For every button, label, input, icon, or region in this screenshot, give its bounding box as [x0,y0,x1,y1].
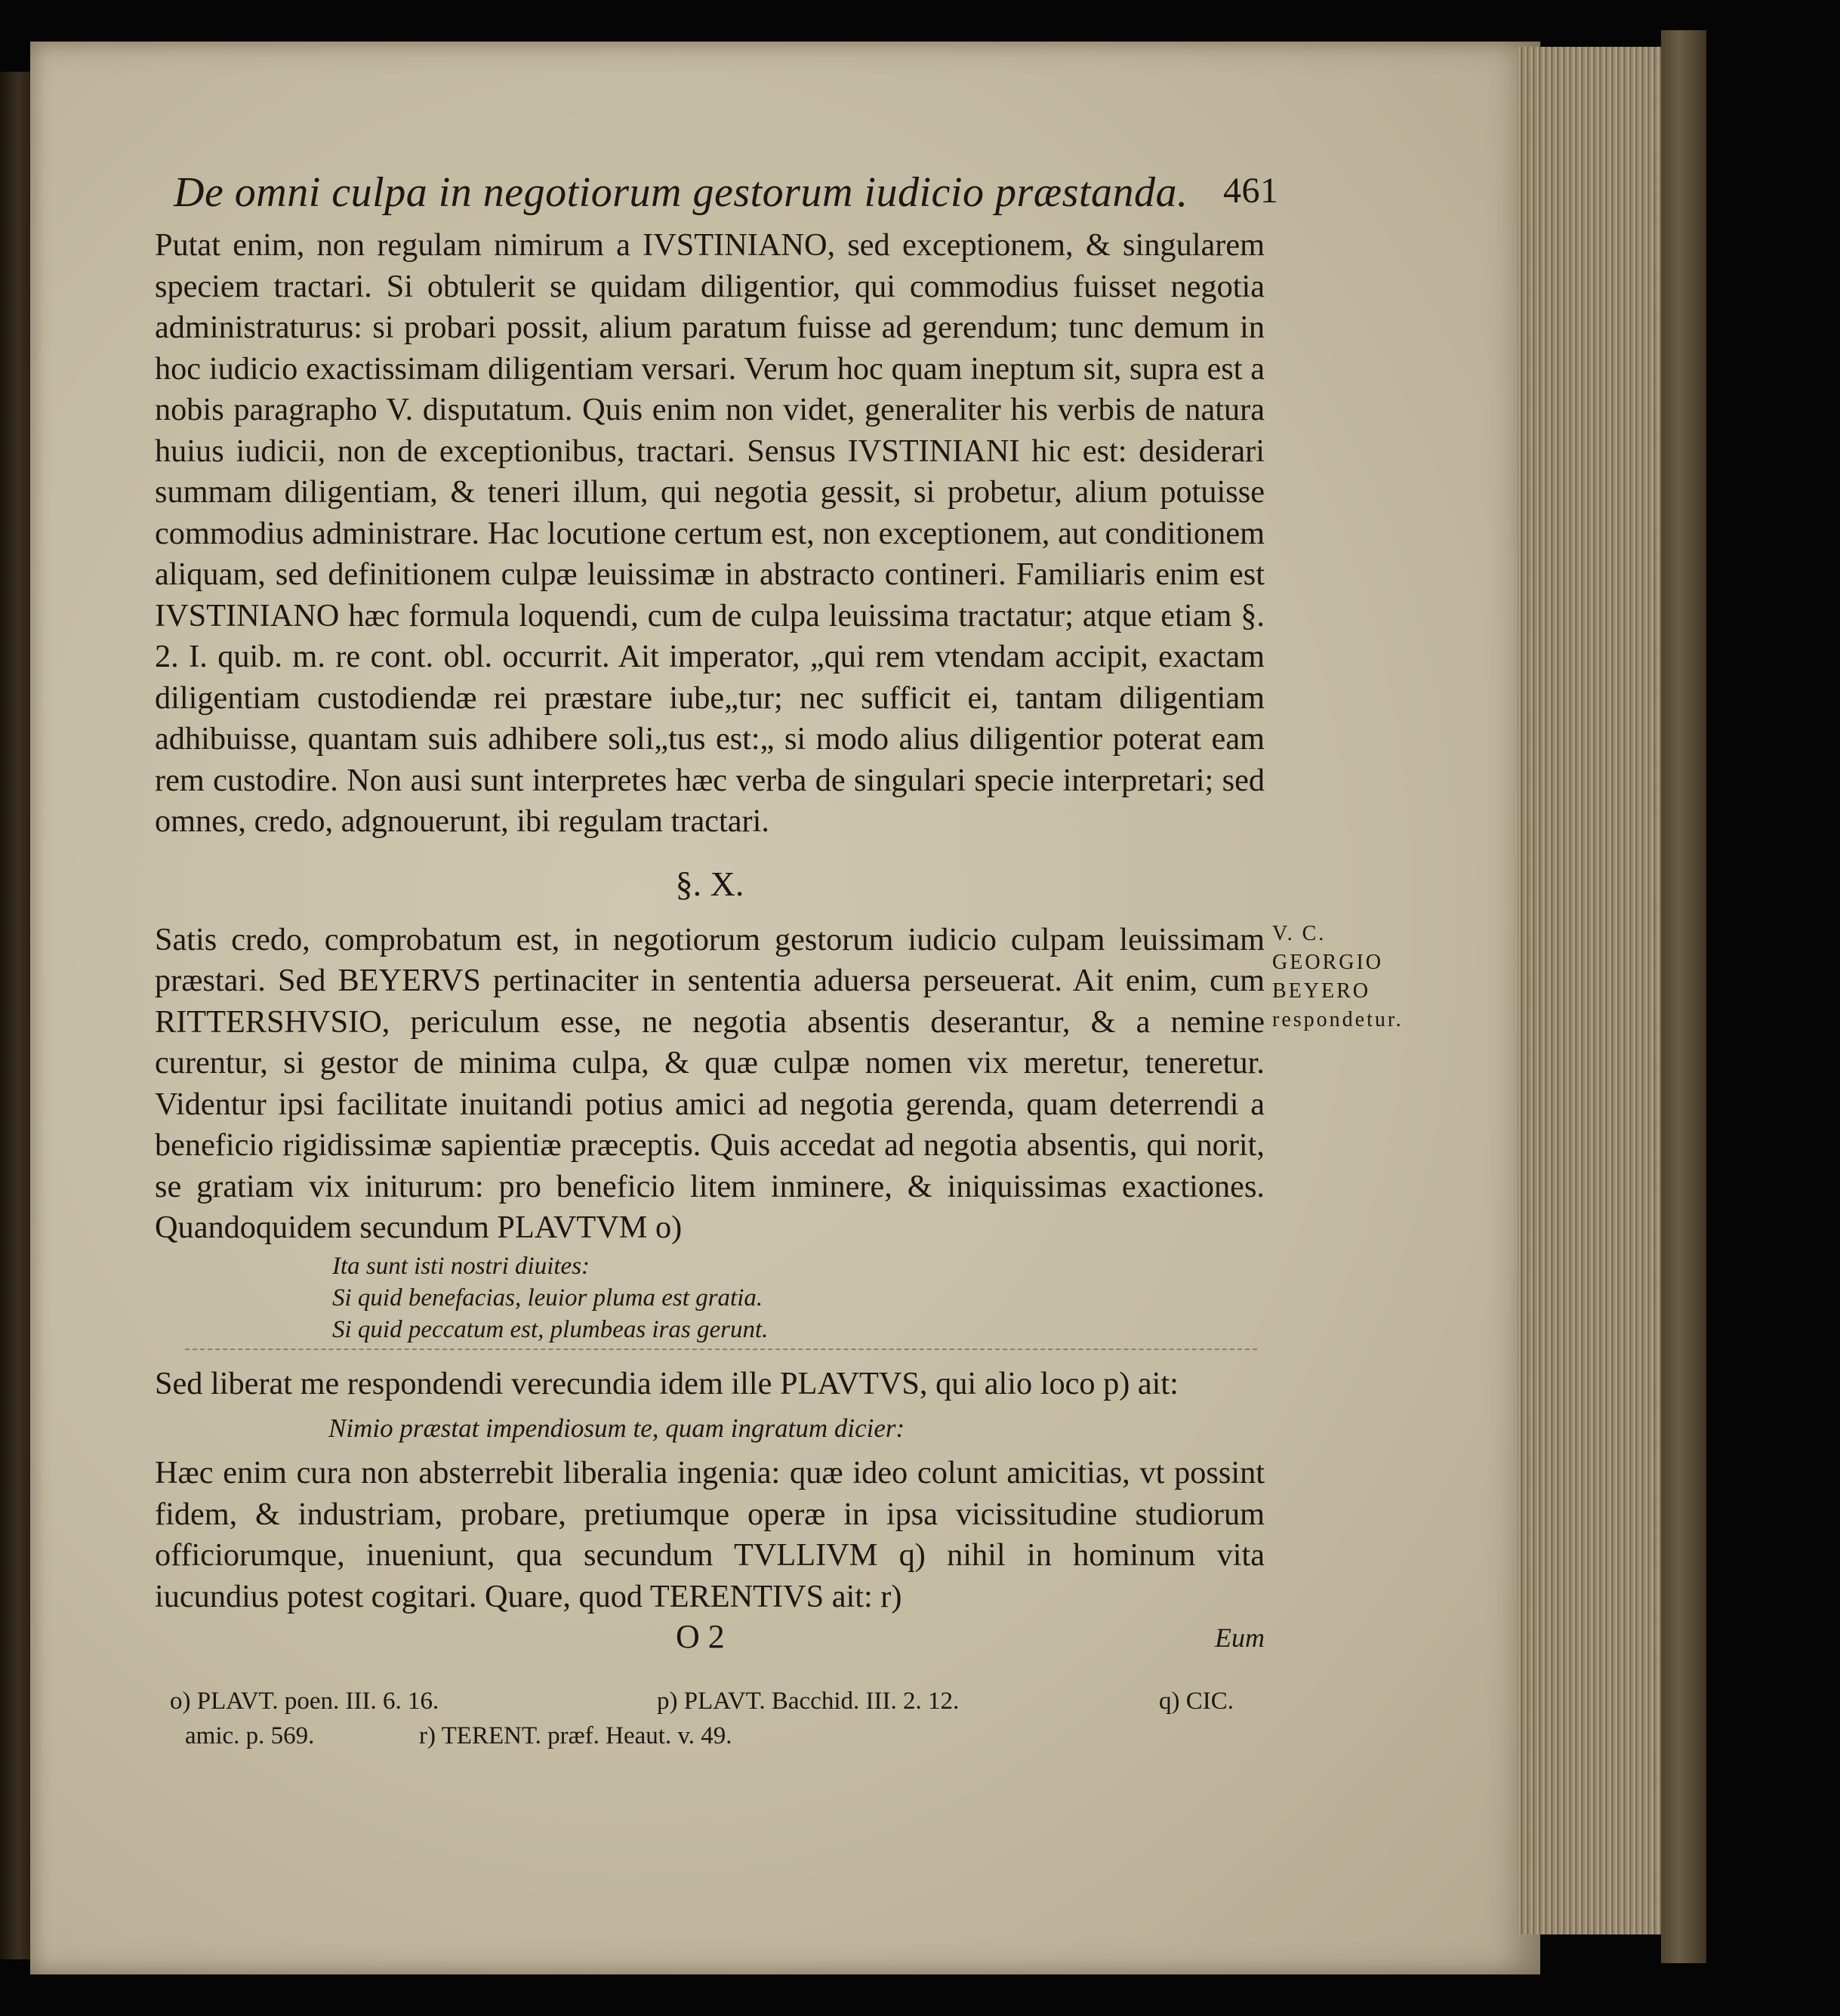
section-x-block [155,920,1404,1249]
footnote-p: p) PLAVT. Bacchid. III. 2. 12. [657,1688,960,1715]
verse-line: Si quid benefacias, leuior pluma est gratia. [332,1284,763,1312]
running-header [155,150,1279,225]
signature-mark: O 2 [676,1618,725,1655]
page-number: 461 [1223,171,1279,211]
page-content [155,150,1404,1753]
footnote-q-cont: amic. p. 569. [185,1722,315,1749]
footnote-q: q) CIC. [1159,1688,1234,1715]
footnote-line [155,1719,1265,1753]
book-cover-edge [1661,30,1706,1963]
verse-quote [332,1250,1265,1346]
footnotes [155,1684,1265,1753]
signature-row [155,1617,1265,1663]
paragraph-1: Putat enim, non regulam nimirum a IVSTINIANO, sed exceptionem, & singularem speciem tractari. Si obtulerit se quidam diligentior, qui commodius fuisset negotia administraturus: si probari possit, alium paratum fuisse ad gerendum; tunc demum in hoc iudicio exactissimam diligentiam versari. Verum hoc quam ineptum sit, supra est a nobis paragrapho V. disputatum. Quis enim non videt, generaliter his verbis de natura huius iudicii, non de exceptionibus, tractari. Sensus IVSTINIANI hic est: desiderari summam diligentiam, & teneri illum, qui negotia gessit, si probetur, alium potuisse commodius administrare. Hac locutione certum est, non exceptionem, aut conditionem aliquam, sed definitionem culpæ leuissimæ in abstracto contineri. Familiaris enim est IVSTINIANO hæc formula loquendi, cum de culpa leuissima tractatur; atque etiam §. 2. I. quib. m. re cont. obl. occurrit. Ait imperator, „qui rem vtendam accipit, exactam diligentiam custodiendæ rei præstare iube„tur; nec sufficit ei, tantam diligentiam adhibuisse, quantam suis adhibere soli„tus est:„ si modo alius diligentior poterat eam rem custodire. Non ausi sunt interpretes hæc verba de singulari specie interpretari; sed omnes, credo, adgnouerunt, ibi regulam tractari. [155,227,1265,839]
plautus-quote: Nimio præstat impendiosum te, quam ingratum dicier: [328,1413,905,1443]
verse-line: Ita sunt isti nostri diuites: [332,1252,590,1280]
facing-page-edge [0,72,30,1959]
running-head-title: De omni culpa in negotiorum gestorum iudicio præstanda. [174,169,1188,216]
margin-note: V. C. GEORGIO BEYERO respondetur. [1272,921,1404,1031]
verse-line: Si quid peccatum est, plumbeas iras gerunt. [332,1315,769,1343]
paragraph-2: Satis credo, comprobatum est, in negotiorum gestorum iudicio culpam leuissimam præstari. Sed BEYERVS pertinaciter in sententia aduersa perseuerat. Ait enim, cum RITTERSHVSIO, periculum esse, ne negotia absentis deserantur, & a nemine curentur, si gestor de minima culpa, & quæ culpæ nomen vix meretur, teneretur. Videntur ipsi facilitate inuitandi potius amici ad negotia gerenda, quam deterrendi a beneficio rigidissimæ sapientiæ præceptis. Quis accedat ad negotia absentis, qui norit, se gratiam vix initurum: pro beneficio litem inminere, & iniquissimas exactiones. Quandoquidem secundum PLAVTVM o) [155,921,1265,1245]
paragraph-3: Sed liberat me respondendi verecundia idem ille PLAVTVS, qui alio loco p) ait: [155,1365,1179,1401]
paragraph-4: Hæc enim cura non absterrebit liberalia ingenia: quæ ideo colunt amicitias, vt possint fidem, & industriam, probare, pretiumque operæ in ipsa vicissitudine studiorum officiorumque, inueniunt, qua secundum TVLLIVM q) nihil in hominum vita iucundius potest cogitari. Quare, quod TERENTIVS ait: r) [155,1455,1265,1614]
catchword: Eum [1215,1623,1265,1653]
verse-rule [185,1349,1257,1350]
section-heading: §. X. [675,864,744,903]
footnote-line [155,1684,1265,1719]
footnote-r: r) TERENT. præf. Heaut. v. 49. [419,1722,732,1749]
footnote-o: o) PLAVT. poen. III. 6. 16. [170,1688,439,1715]
page-fore-edge [1518,47,1675,1934]
